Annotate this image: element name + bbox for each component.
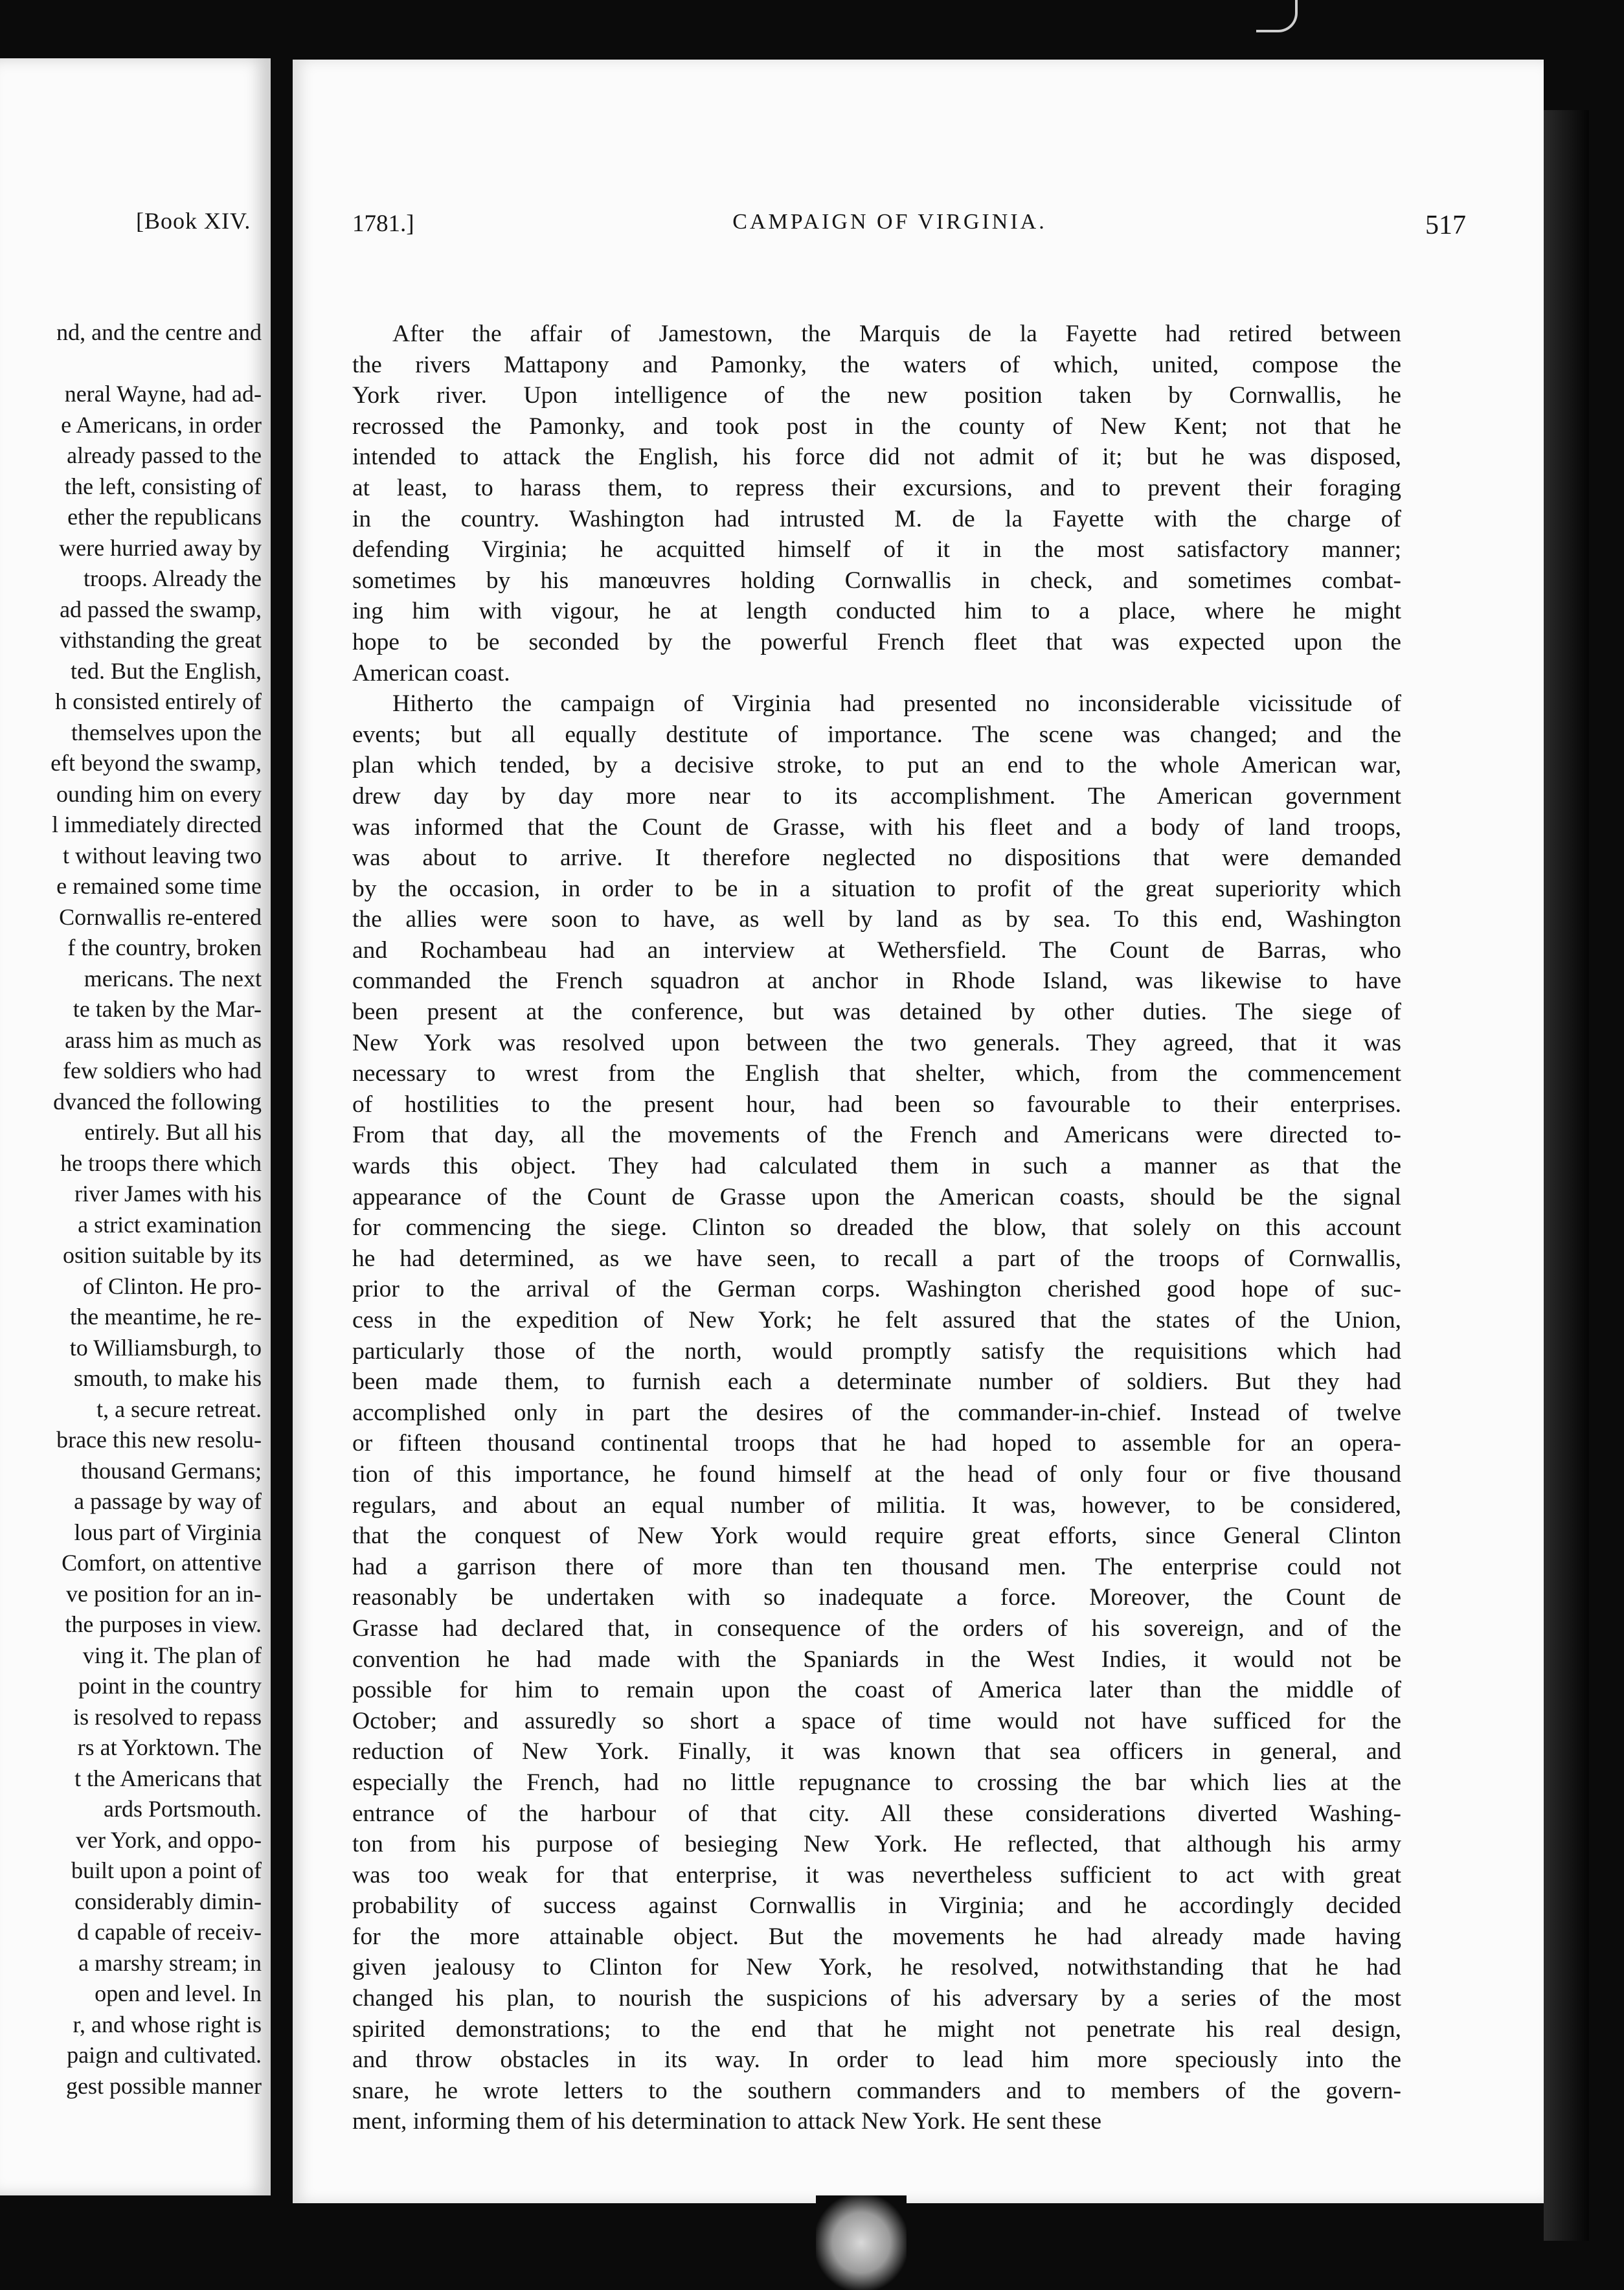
text-line: commanded the French squadron at anchor in Rhode Island, was likewise to have (352, 968, 1401, 995)
text-line: entrance of the harbour of that city. All these considerations diverted Washing- (352, 1800, 1401, 1827)
text-line: snare, he wrote letters to the southern commanders and to members of the govern- (352, 2077, 1401, 2104)
text-line: York river. Upon intelligence of the new position taken by Cornwallis, he (352, 382, 1401, 409)
left-text-line: ounding him on every (56, 780, 262, 807)
left-text-line: neral Wayne, had ad- (64, 381, 262, 407)
left-text-line: entirely. But all his (84, 1119, 262, 1145)
left-text-line: open and level. In (95, 1980, 262, 2006)
text-line: the allies were soon to have, as well by land as by sea. To this end, Washington (352, 906, 1401, 933)
left-page (0, 58, 271, 2195)
left-text-line: ted. But the English, (71, 657, 262, 684)
text-line: and throw obstacles in its way. In order to lead him more speciously into the (352, 2046, 1401, 2074)
text-line: given jealousy to Clinton for New York, he resolved, notwithstanding that he had (352, 1954, 1401, 1981)
text-line: ton from his purpose of besieging New York. He reflected, that although his army (352, 1831, 1401, 1858)
text-line: spirited demonstrations; to the end that he might not penetrate his real design, (352, 2015, 1401, 2043)
text-line: for the more attainable object. But the movements he had already made having (352, 1923, 1401, 1950)
text-line: for commencing the siege. Clinton so dreaded the blow, that solely on this account (352, 1214, 1401, 1241)
text-line: reduction of New York. Finally, it was known that sea officers in general, and (352, 1738, 1401, 1765)
left-text-line: f the country, broken (67, 935, 262, 960)
text-line: intended to attack the English, his force did not admit of it; but he was disposed, (352, 444, 1401, 471)
left-text-line: ve position for an in- (66, 1580, 262, 1607)
left-text-line: the meantime, he re- (70, 1304, 262, 1330)
left-text-line: ards Portsmouth. (103, 1796, 262, 1822)
left-text-line: to Williamsburgh, to (69, 1334, 262, 1361)
left-text-line: rs at Yorktown. The (77, 1734, 262, 1760)
left-text-line: thousand Germans; (81, 1457, 262, 1484)
left-text-line: mericans. The next (84, 965, 262, 992)
text-line: at least, to harass them, to repress their excursions, and to prevent their foraging (352, 474, 1401, 501)
text-line: reasonably be undertaken with so inadequate a force. Moreover, the Count de (352, 1584, 1401, 1611)
text-line: the rivers Mattapony and Pamonky, the waters of which, united, compose the (352, 351, 1401, 378)
left-text-line: dvanced the following (53, 1088, 262, 1115)
running-head-title: CAMPAIGN OF VIRGINIA. (732, 210, 1047, 234)
text-line: of hostilities to the present hour, had been so favourable to their enterprises. (352, 1091, 1401, 1118)
left-text-line: arass him as much as (65, 1026, 262, 1053)
left-text-line: t, a secure retreat. (96, 1396, 262, 1422)
text-line: drew day by day more near to its accomplishment. The American government (352, 782, 1401, 810)
left-text-line: e remained some time (56, 873, 262, 899)
text-line: plan which tended, by a decisive stroke, to put an end to the whole American war, (352, 752, 1401, 779)
left-text-line: considerably dimin- (74, 1888, 262, 1914)
text-line: been present at the conference, but was detained by other duties. The siege of (352, 999, 1401, 1026)
left-text-line: eft beyond the swamp, (51, 750, 262, 776)
left-text-line: smouth, to make his (74, 1365, 262, 1391)
text-line: been made them, to furnish each a determinate number of soldiers. But they had (352, 1368, 1401, 1396)
text-line: ment, informing them of his determination to attack New York. He sent these (352, 2108, 1102, 2135)
left-text-line: Comfort, on attentive (62, 1550, 262, 1576)
left-text-line: of Clinton. He pro- (83, 1273, 262, 1299)
left-text-line: ad passed the swamp, (60, 596, 262, 622)
left-text-line: a passage by way of (74, 1488, 262, 1514)
left-text-line: t without leaving two (63, 842, 262, 868)
text-line: or fifteen thousand continental troops that he had hoped to assemble for an opera- (352, 1430, 1401, 1457)
text-line: After the affair of Jamestown, the Marquis de la Fayette had retired between (392, 321, 1401, 347)
left-text-line: h consisted entirely of (55, 688, 262, 714)
text-line: was informed that the Count de Grasse, with his fleet and a body of land troops, (352, 813, 1401, 841)
text-line: ing him with vigour, he at length conducted him to a place, where he might (352, 598, 1401, 625)
text-line: and Rochambeau had an interview at Wethersfield. The Count de Barras, who (352, 936, 1401, 964)
left-text-line: ether the republicans (67, 504, 262, 530)
text-line: prior to the arrival of the German corps. Washington cherished good hope of suc- (352, 1276, 1401, 1303)
left-text-line: Cornwallis re-entered (59, 903, 262, 930)
left-text-line: is resolved to repass (73, 1703, 262, 1730)
text-line: convention he had made with the Spaniards in the West Indies, it would not be (352, 1646, 1401, 1673)
text-line: regulars, and about an equal number of militia. It was, however, to be considered, (352, 1491, 1401, 1519)
left-text-line: the left, consisting of (65, 473, 262, 499)
text-line: tion of this importance, he found himself at the head of only four or five thousand (352, 1460, 1401, 1488)
text-line: probability of success against Cornwallis in Virginia; and he accordingly decided (352, 1892, 1401, 1920)
text-line: defending Virginia; he acquitted himself of it in the most satisfactory manner; (352, 536, 1401, 563)
left-text-line: themselves upon the (71, 719, 262, 745)
left-text-line: d capable of receiv- (77, 1919, 262, 1945)
left-running-head: [Book XIV. (136, 208, 251, 234)
text-line: was about to arrive. It therefore neglected no dispositions that were demanded (352, 845, 1401, 872)
left-text-line: te taken by the Mar- (73, 996, 262, 1022)
text-line: accomplished only in part the desires of the commander-in-chief. Instead of twelve (352, 1399, 1401, 1426)
left-text-line: he troops there which (60, 1150, 262, 1176)
text-line: possible for him to remain upon the coast of America later than the middle of (352, 1677, 1401, 1704)
left-text-line: the purposes in view. (65, 1611, 262, 1637)
text-line: was too weak for that enterprise, it was nevertheless sufficient to act with great (352, 1861, 1401, 1888)
body-text (352, 319, 1401, 2137)
text-line: necessary to wrest from the English that shelter, which, from the commencement (352, 1060, 1401, 1087)
left-text-line: already passed to the (67, 442, 262, 468)
text-line: that the conquest of New York would require great efforts, since General Clinton (352, 1523, 1401, 1550)
left-text-line: a marshy stream; in (78, 1949, 262, 1976)
text-line: Hitherto the campaign of Virginia had presented no inconsiderable vicissitude of (392, 690, 1401, 718)
running-head-year: 1781.] (352, 210, 414, 237)
text-line: From that day, all the movements of the French and Americans were directed to- (352, 1122, 1401, 1149)
scan-mark (1256, 0, 1298, 32)
text-line: New York was resolved upon between the two generals. They agreed, that it was (352, 1029, 1401, 1056)
left-text-line: built upon a point of (71, 1857, 262, 1883)
text-line: American coast. (352, 659, 510, 686)
page-number: 517 (1425, 210, 1466, 240)
text-line: appearance of the Count de Grasse upon the American coasts, should be the signal (352, 1183, 1401, 1210)
text-line: Grasse had declared that, in consequence of the orders of his sovereign, and of the (352, 1615, 1401, 1642)
left-text-line: nd, and the centre and (56, 319, 262, 345)
left-text-line: t the Americans that (74, 1765, 262, 1791)
left-text-line: l immediately directed (52, 811, 262, 837)
left-text-line: few soldiers who had (63, 1058, 262, 1083)
left-text-line: point in the country (78, 1673, 262, 1699)
left-text-line: osition suitable by its (62, 1242, 262, 1268)
text-line: changed his plan, to nourish the suspicions of his adversary by a series of the most (352, 1985, 1401, 2012)
text-line: sometimes by his manœuvres holding Cornwallis in check, and sometimes combat- (352, 567, 1401, 594)
left-text-line: e Americans, in order (61, 411, 262, 438)
text-line: cess in the expedition of New York; he felt assured that the states of the Union, (352, 1307, 1401, 1333)
right-page (293, 60, 1544, 2203)
left-text-line: lous part of Virginia (74, 1519, 262, 1545)
left-page-text (0, 317, 265, 2102)
book-spine-bottom (816, 2195, 907, 2290)
left-text-line: r, and whose right is (73, 2011, 262, 2037)
left-text-line: were hurried away by (59, 534, 262, 561)
text-line: recrossed the Pamonky, and took post in the county of New Kent; not that he (352, 413, 1401, 440)
left-text-line: a strict examination (78, 1211, 262, 1238)
text-line: October; and assuredly so short a space of time would not have sufficed for the (352, 1707, 1401, 1734)
left-text-line: vithstanding the great (60, 627, 262, 653)
running-head (352, 210, 1466, 242)
left-text-line: troops. Already the (84, 565, 262, 591)
left-text-line: brace this new resolu- (56, 1427, 262, 1453)
left-text-line (0, 348, 265, 380)
left-text-line: paign and cultivated. (67, 2042, 262, 2068)
text-line: wards this object. They had calculated them in such a manner as that the (352, 1153, 1401, 1180)
text-line: he had determined, as we have seen, to recall a part of the troops of Cornwallis, (352, 1245, 1401, 1272)
left-text-line: ving it. The plan of (82, 1642, 262, 1668)
page-edge (1544, 110, 1589, 2241)
text-line: in the country. Washington had intrusted M. de la Fayette with the charge of (352, 505, 1401, 532)
text-line: especially the French, had no little repugnance to crossing the bar which lies at the (352, 1769, 1401, 1796)
text-line: by the occasion, in order to be in a situation to profit of the great superiority which (352, 875, 1401, 902)
text-line: events; but all equally destitute of importance. The scene was changed; and the (352, 721, 1401, 748)
text-line: particularly those of the north, would promptly satisfy the requisitions which had (352, 1337, 1401, 1365)
text-line: hope to be seconded by the powerful French fleet that was expected upon the (352, 628, 1401, 655)
left-text-line: river James with his (74, 1181, 262, 1207)
text-line: had a garrison there of more than ten thousand men. The enterprise could not (352, 1553, 1401, 1580)
left-text-line: gest possible manner (66, 2072, 262, 2099)
left-text-line: ver York, and oppo- (76, 1826, 262, 1853)
